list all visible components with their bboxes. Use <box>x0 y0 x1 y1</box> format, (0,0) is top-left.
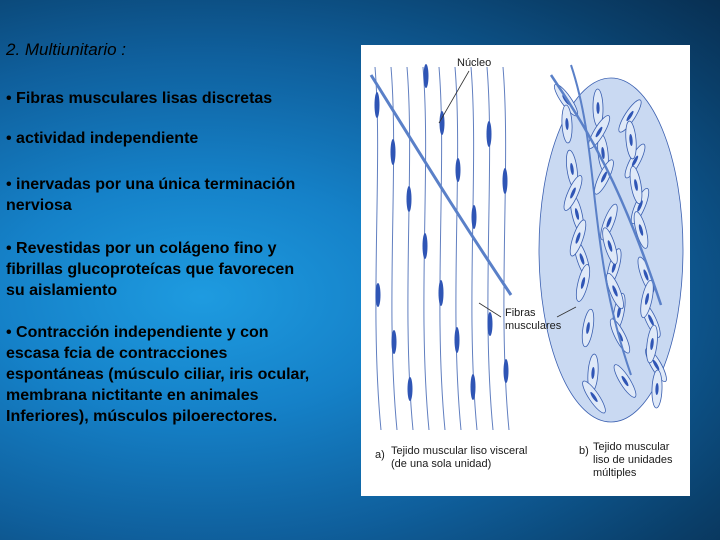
visceral-nucleus <box>376 283 381 307</box>
visceral-fiber <box>375 67 381 430</box>
caption-b: Tejido muscular liso de unidades múltiples <box>593 441 673 479</box>
visceral-fiber <box>391 67 397 430</box>
visceral-nucleus <box>375 92 380 118</box>
visceral-nucleus <box>472 205 477 229</box>
nucleus-label: Núcleo <box>457 57 492 69</box>
caption-a: Tejido muscular liso visceral (de una sola unidad) <box>391 445 528 470</box>
bullet-contraccion: • Contracción independiente y con escasa fcia de contracciones espontáneas (músculo ciliar, iris ocular, membrana nictitante en animales Inferiores), músculos piloerectores. <box>6 324 310 425</box>
visceral-nucleus <box>471 374 476 400</box>
bullet-inervadas: • inervadas por una única terminación nerviosa <box>6 176 296 214</box>
slide-title: 2. Multiunitario : <box>6 40 126 59</box>
visceral-nucleus <box>503 168 508 194</box>
bullet-revestidas: • Revestidas por un colágeno fino y fibrillas glucoproteícas que favorecen su aislamiento <box>6 240 295 299</box>
fibers-label: Fibras musculares <box>505 307 562 332</box>
caption-b-letter: b) <box>579 445 589 457</box>
caption-a-letter: a) <box>375 449 385 461</box>
bullet-fibras-discretas: • Fibras musculares lisas discretas <box>6 90 273 107</box>
visceral-nucleus <box>488 312 493 336</box>
visceral-nucleus <box>439 280 444 306</box>
visceral-nucleus <box>504 359 509 383</box>
visceral-nucleus <box>487 121 492 147</box>
visceral-nucleus <box>455 327 460 353</box>
nucleus-pointer <box>439 71 469 123</box>
visceral-nucleus <box>407 186 412 212</box>
visceral-nucleus <box>408 377 413 401</box>
visceral-nucleus <box>424 64 429 88</box>
visceral-fiber <box>487 67 493 430</box>
visceral-fiber <box>455 67 461 430</box>
visceral-nucleus <box>391 139 396 165</box>
visceral-fiber <box>407 67 413 430</box>
visceral-nucleus <box>423 233 428 259</box>
bullet-actividad-independiente: • actividad independiente <box>6 130 199 147</box>
visceral-nucleus <box>456 158 461 182</box>
smooth-muscle-figure <box>361 45 690 496</box>
visceral-nucleus <box>392 330 397 354</box>
tissue-illustration <box>361 45 690 496</box>
